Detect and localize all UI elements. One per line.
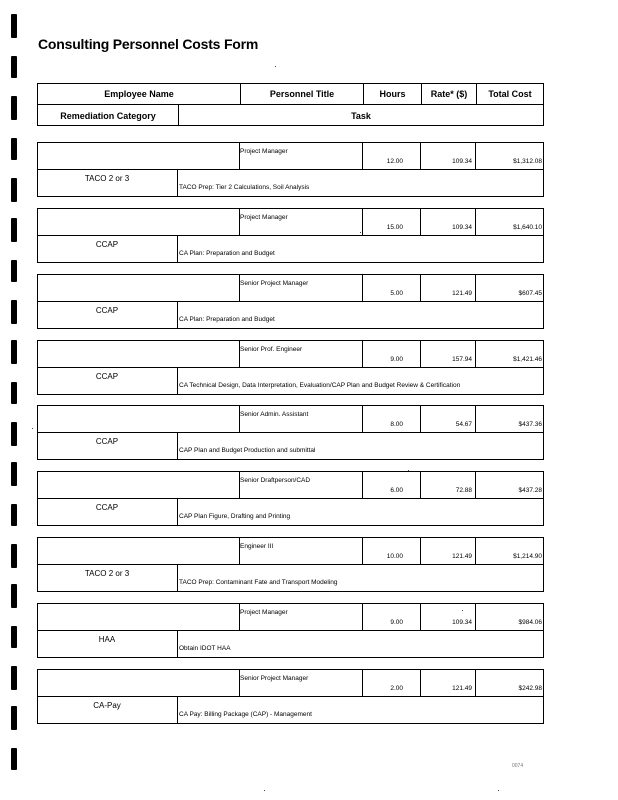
- scan-speck: [264, 790, 265, 791]
- remediation-category: CCAP: [95, 437, 119, 446]
- total-cost-value: $1,214.90: [513, 553, 542, 560]
- rate-value: 121.49: [452, 553, 472, 560]
- scan-speck: [408, 470, 409, 471]
- cost-record: [37, 471, 544, 526]
- task-description: CAP Plan and Budget Production and submittal: [179, 447, 316, 454]
- rate-value: 109.34: [452, 158, 472, 165]
- personnel-title: Project Manager: [240, 214, 288, 221]
- total-cost-value: $1,640.10: [513, 224, 542, 231]
- record-top-row: [37, 208, 544, 236]
- task-description: CA Plan: Preparation and Budget: [179, 316, 275, 323]
- task-description: CA Plan: Preparation and Budget: [179, 250, 275, 257]
- remediation-category: CCAP: [95, 306, 119, 315]
- hours-value: 9.00: [390, 619, 403, 626]
- total-cost-value: $437.28: [518, 487, 542, 494]
- cost-record: [37, 537, 544, 592]
- record-top-row: [37, 142, 544, 170]
- hours-value: 5.00: [390, 290, 403, 297]
- record-top-row: [37, 603, 544, 631]
- task-description: CA Technical Design, Data Interpretation, Evaluation/CAP Plan and Budget Review & Certification: [179, 382, 461, 389]
- total-cost-value: $984.06: [518, 619, 542, 626]
- task-description: TACO Prep: Tier 2 Calculations, Soil Analysis: [179, 184, 310, 191]
- scan-speck: [498, 790, 499, 791]
- rate-value: 109.34: [452, 619, 472, 626]
- rate-value: 109.34: [452, 224, 472, 231]
- header-table: [37, 83, 544, 126]
- remediation-category: TACO 2 or 3: [84, 569, 130, 578]
- scan-speck: [32, 428, 33, 429]
- remediation-category: CCAP: [95, 240, 119, 249]
- record-top-row: [37, 669, 544, 697]
- hours-value: 12.00: [386, 158, 403, 165]
- total-cost-value: $1,312.08: [513, 158, 542, 165]
- rate-value: 72.88: [455, 487, 472, 494]
- hours-value: 8.00: [390, 421, 403, 428]
- task-description: Obtain IDOT HAA: [179, 645, 231, 652]
- cost-record: [37, 208, 544, 263]
- record-top-row: [37, 274, 544, 302]
- hours-value: 9.00: [390, 356, 403, 363]
- task-description: CA Pay: Billing Package (CAP) - Management: [179, 711, 312, 718]
- page-number: 0074: [512, 763, 524, 769]
- cost-record: [37, 603, 544, 658]
- task-description: CAP Plan Figure, Drafting and Printing: [179, 513, 291, 520]
- scan-speck: [462, 610, 463, 611]
- rate-value: 157.94: [452, 356, 472, 363]
- header-rate: Rate* ($): [430, 89, 468, 99]
- personnel-title: Engineer III: [240, 543, 274, 550]
- remediation-category: TACO 2 or 3: [84, 174, 130, 183]
- cost-record: [37, 405, 544, 460]
- form-title: Consulting Personnel Costs Form: [38, 36, 259, 52]
- hours-value: 6.00: [390, 487, 403, 494]
- total-cost-value: $1,421.46: [513, 356, 542, 363]
- cost-record: [37, 142, 544, 197]
- hours-value: 2.00: [390, 685, 403, 692]
- rate-value: 121.49: [452, 290, 472, 297]
- header-hours: Hours: [379, 89, 406, 99]
- rate-value: 54.67: [455, 421, 472, 428]
- hours-value: 10.00: [386, 553, 403, 560]
- record-top-row: [37, 537, 544, 565]
- personnel-title: Project Manager: [240, 148, 288, 155]
- task-description: TACO Prep: Contaminant Fate and Transport Modeling: [179, 579, 338, 586]
- personnel-title: Senior Admin. Assistant: [240, 411, 309, 418]
- scan-speck: [275, 66, 276, 67]
- record-top-row: [37, 471, 544, 499]
- record-top-row: [37, 405, 544, 433]
- hours-value: 15.00: [386, 224, 403, 231]
- cost-record: [37, 669, 544, 724]
- total-cost-value: $242.98: [518, 685, 542, 692]
- cost-record: [37, 340, 544, 395]
- personnel-title: Project Manager: [240, 609, 288, 616]
- personnel-title: Senior Project Manager: [240, 675, 309, 682]
- total-cost-value: $607.45: [518, 290, 542, 297]
- scan-speck: [360, 232, 361, 233]
- header-personnel-title: Personnel Title: [269, 89, 335, 99]
- personnel-title: Senior Prof. Engineer: [240, 346, 303, 353]
- record-top-row: [37, 340, 544, 368]
- remediation-category: CCAP: [95, 503, 119, 512]
- remediation-category: CCAP: [95, 372, 119, 381]
- rate-value: 121.49: [452, 685, 472, 692]
- header-task: Task: [351, 110, 371, 121]
- header-total-cost: Total Cost: [488, 89, 532, 99]
- personnel-title: Senior Project Manager: [240, 280, 309, 287]
- cost-record: [37, 274, 544, 329]
- remediation-category: CA-Pay: [93, 701, 121, 710]
- header-remediation-category: Remediation Category: [60, 110, 156, 121]
- header-employee-name: Employee Name: [104, 89, 174, 99]
- personnel-title: Senior Draftperson/CAD: [240, 477, 311, 484]
- total-cost-value: $437.36: [518, 421, 542, 428]
- remediation-category: HAA: [98, 635, 116, 644]
